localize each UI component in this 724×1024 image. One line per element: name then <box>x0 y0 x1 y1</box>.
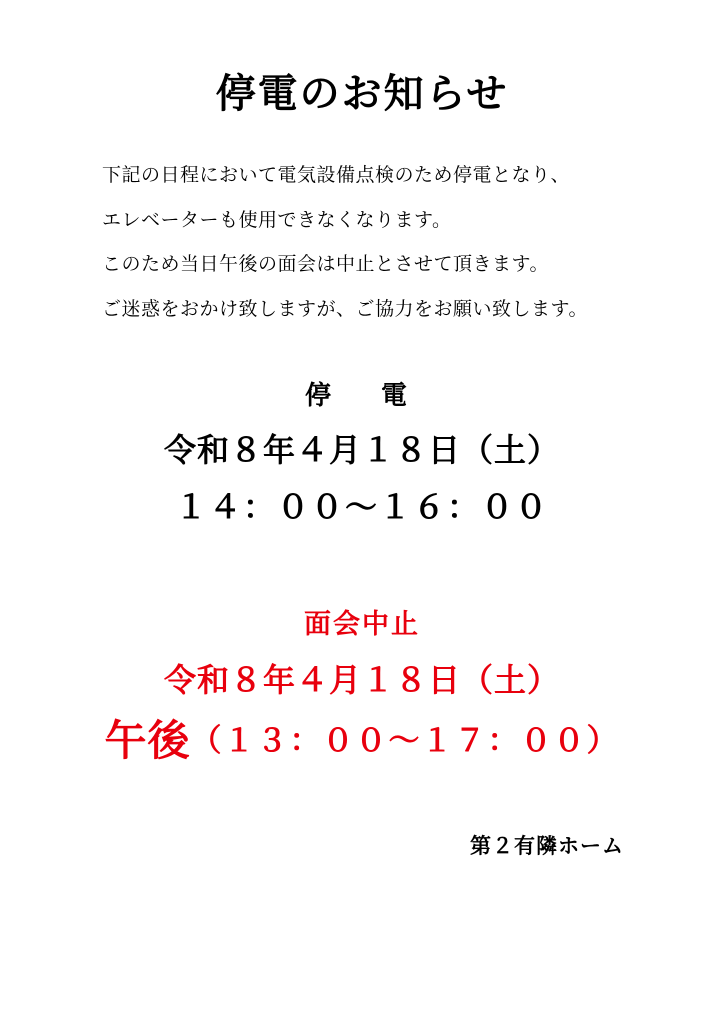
outage-date: 令和８年４月１８日（土） <box>163 432 560 469</box>
visit-cancellation-date: 令和８年４月１８日（土） <box>163 661 560 698</box>
body-line: このため当日午後の面会は中止とさせて頂きます。 <box>102 254 549 276</box>
visit-cancellation-time-label: 午後 <box>104 716 191 764</box>
body-line: エレベーターも使用できなくなります。 <box>102 209 452 231</box>
visit-cancellation-time-range: （１３：００〜１７：００） <box>190 722 620 758</box>
body-line: 下記の日程において電気設備点検のため停電となり、 <box>102 165 571 186</box>
outage-time: １４：００〜１６：００ <box>174 488 549 525</box>
visit-cancellation-time-row <box>44 714 680 769</box>
outage-heading: 停 電 <box>304 379 419 410</box>
outage-section <box>44 375 680 535</box>
body-text-block <box>44 154 680 333</box>
body-line: ご迷惑をおかけ致しますが、ご協力をお願い致します。 <box>102 298 588 320</box>
page-title: 停電のお知らせ <box>215 72 509 116</box>
signature: 第２有隣ホーム <box>470 835 624 859</box>
visit-cancellation-heading: 面会中止 <box>304 609 420 640</box>
visit-cancellation-section <box>44 604 680 768</box>
